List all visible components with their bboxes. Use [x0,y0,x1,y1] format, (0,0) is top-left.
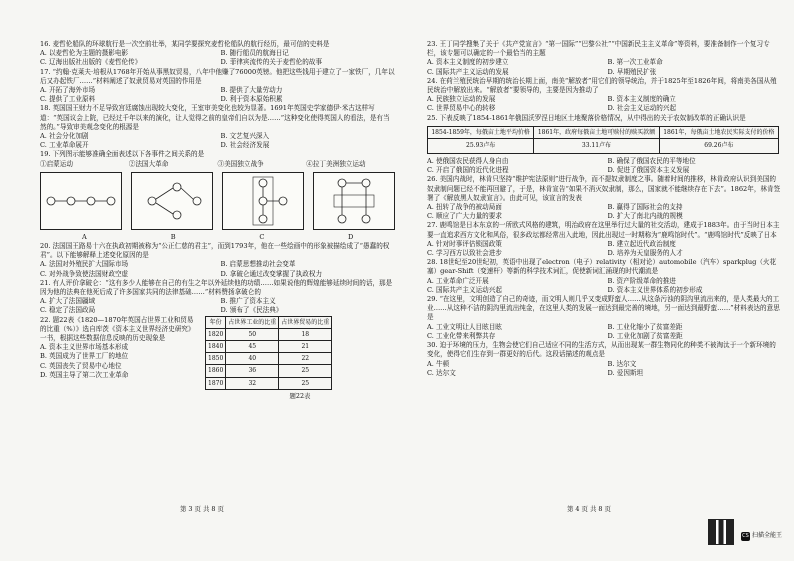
table-22-wrap [205,316,395,401]
option-c: C. 工业革命展开 [40,141,89,150]
option-c: C. 对外战争致使法国财政空虚 [40,269,129,278]
table-header: 1861年，政府每俄亩土地可赎付的赎买款额 [534,126,659,138]
option-c: C. 辽海出版社出版的《麦哲伦传》 [40,58,142,67]
diagram-label: C [259,232,265,241]
option-b: B. 文艺复兴深入 [220,132,270,141]
table-cell: 25 [279,365,332,377]
right-column [427,40,782,378]
question-16 [40,40,395,68]
table-25 [427,126,779,154]
option-d: D. 拿破仑通过改变掌握了执政权力 [220,269,323,278]
option-b: B. 推广了资本主义 [220,297,276,306]
scanner-label: 扫描全能王 [751,532,782,539]
table-cell: 1850 [206,353,226,365]
option-d: D. 利于资本原始积累 [220,95,283,104]
question-stem: 16. 麦哲伦船队的环球航行是一次空前壮举，某同学要探究麦哲伦船队的航行经历，最可信的史料是 [40,40,330,48]
question-18 [40,104,395,150]
option-c: C. 学习西方以致社会进步 [427,249,502,258]
option-d: D. 资本主义世界体系的初步形成 [607,285,703,294]
question-stem: 19. 下列图示能够准确全面表述以下各事件之间关系的是 [40,150,205,159]
question-17 [40,68,395,105]
option-c: C. 国际共产主义运动兴起 [427,285,502,294]
diagram-c [222,172,304,230]
right-page [397,0,794,561]
page-footer: 第 3 页 共 8 页 [180,505,224,513]
question-30 [427,341,782,378]
table-cell: 22 [279,353,332,365]
page-footer: 第 4 页 共 8 页 [567,505,611,513]
question-28 [427,258,782,295]
table-cell: 50 [226,328,279,340]
option-d: D. 工业化加剧了贫富差距 [607,331,683,340]
diagram-b [131,172,213,230]
question-22 [40,315,395,400]
left-column [40,40,395,403]
table-cell: 45 [226,341,279,353]
table-cell: 1870 [206,377,226,389]
question-stem: 29. “在这里，文明创造了自己的奇迹，而文明人则几乎又变成野蛮人……从这条污浊的阴沟里流出来的，是人类最大的工业……从这种不洁的阴沟里流出纯金，在这里人类的发展一面达到最完善的境地，另一面达到最野蛮……”材料表达的意思是 [427,295,780,322]
option-a: A. 针对时事评估锁国政策 [427,239,502,248]
option-b: B. 第一次工业革命 [607,58,663,67]
option-b: B. 启蒙思想推动社会变革 [220,260,296,269]
diagram-a [40,172,122,230]
question-stem: 21. 有人评价拿破仑：“这有多少人能够在自己的有生之年以外延续他的功绩……如果说他的辉煌能够延续时间的话，那是因为他的法典在他死后成了许多国家共同的法律基础……”材料赞扬拿破仑的 [40,278,393,297]
option-c: C. 稳定了法国政局 [40,306,96,315]
table-cell: 25.93卢布 [428,139,534,154]
table-cell: 69.26卢布 [659,139,778,154]
table-cell: 1840 [206,341,226,353]
question-stem: 22. 题22表《1820—1870年英国占世界工业和贸易的比重（%）》选自库茨《资本主义世界经济史研究》一书，根据这些数据信息反映的历史现象是 [40,315,195,343]
table-row [428,139,779,154]
option-d: D. 颁布了《民法典》 [220,306,283,315]
table-cell: 33.11卢布 [534,139,659,154]
table-row [206,328,332,340]
option-b: B. 英国成为了世界工厂的地位 [40,352,129,361]
table-22 [205,316,332,390]
table-cell: 1860 [206,365,226,377]
option-b: B. 资本主义制度的确立 [607,95,676,104]
table-cell: 25 [279,377,332,389]
question-19 [40,150,395,242]
event-item: ①启蒙运动 [40,159,73,168]
option-a: A. 工业革命广泛开展 [427,276,489,285]
diagram-label: A [81,232,87,241]
question-24 [427,77,782,114]
option-c: C. 提供了工业原料 [40,95,96,104]
table-header: 占世界贸易的比重 [279,316,332,328]
option-a: A. 使俄国农民获得人身自由 [427,157,509,166]
question-21 [40,279,395,316]
table-cell: 18 [279,328,332,340]
diagram-d [313,172,395,230]
scanner-watermark [741,530,782,541]
diagram-label: D [347,232,354,241]
option-b: B. 提供了大量劳动力 [220,86,283,95]
option-d: D. 扩大了南北内战的规模 [607,212,683,221]
table-header: 占世界工业的比重 [226,316,279,328]
option-a: A. 法国对外殖民扩大国际市场 [40,260,129,269]
event-item: ②法国大革命 [128,159,169,168]
table-cell: 40 [226,353,279,365]
option-d: D. 早期殖民扩张 [607,67,657,76]
relation-diagrams [40,172,395,230]
option-d: D. 爱因斯坦 [607,368,644,377]
option-d: D. 促进了俄国资本主义发展 [607,166,690,175]
question-stem: 23. 王丁同学搜集了关于《共产党宣言》“第一国际”“巴黎公社”“中国新民主主义革命”等资料，要准备制作一个复习专栏，该专题可以确定的一个最恰当的主题 [427,40,770,58]
option-a: A. 以麦哲伦为主题的摄影电影 [40,49,129,58]
event-item: ③美国独立战争 [217,159,264,168]
table-header: 年份 [206,316,226,328]
option-a: A. 民族独立运动的发展 [427,95,496,104]
option-c: C. 工业化带来利弊共存 [427,331,496,340]
option-c: C. 顺应了广大力量的要求 [427,212,502,221]
option-c: C. 达尔文 [427,368,456,377]
table-row [206,365,332,377]
question-stem: 18. 英国国王财力不足导致宫廷腐蚀出现较大变化，王室审美变化也较为显著。1691年英国史学家德伊·米古这样写道：“英国议会上院，已经过千年以来的演化，让人觉得之前的皇帝们自以为是……”这种变化使得英国人的看法，是有当然的。”导致审美观念变化的根源是 [40,104,390,131]
option-b: B. 赢得了国际社会的支持 [607,203,683,212]
table-row [206,353,332,365]
option-b: B. 达尔文 [607,359,637,368]
camscanner-logo-icon: CS [742,533,749,539]
option-a: A. 社会分化加剧 [40,132,89,141]
option-a: A. 工业文明让人目眩目眩 [427,322,502,331]
table-header: 1861年，每俄亩土地农民实际支付的价格 [659,126,778,138]
option-b: B. 资产阶级革命的推进 [607,276,676,285]
question-stem: 24. 在荷兰殖民统治早期的统治长期上面，南美“解放者”用它们的领导统治，并于1825年至1826年间，将南美各国从殖民统治中解放出来。“解放者”要领导的，主要是因为推动了 [427,76,777,95]
option-a: A. 扭转了战争的被动局面 [427,203,502,212]
table-header: 1854-1859年，每俄亩土地平均价格 [428,126,534,138]
option-a: A. 扩大了法国疆域 [40,297,96,306]
table-cell: 32 [226,377,279,389]
question-29 [427,295,782,341]
question-stem: 26. 美国内战时，林肯只坚持“维护宪法原则”进行战争，而不提奴隶制度之事。随着时间的推移，林肯政府认识到美国的奴隶制问题已经不能再回避了，于是，林肯宣告“如果不消灭奴隶制，那么，国家就不能继续存在下去”。1862年，林肯签署了《解放黑人奴隶宣言》。由此可见，该宣言的发表 [427,175,781,202]
question-20 [40,242,395,279]
question-stem: 28. 18世纪至20世纪初，英语中出现了electron（电子）relativity（相对论）automobile（汽车）sparkplug（火花塞）gear-Shift（变速杆）等新的科学技术词汇，促使新词汇涌现的时代潮流是 [427,258,777,276]
question-stem: 17. “约翰·克莱夫·培根从1768年开始从事黑奴贸易，八年中他赚了76000英镑。他把这些钱用于建立了一家铁厂，几年以后又办起铁厂……”材料阐述了奴隶贸易对英国的作用是 [40,67,395,85]
question-26 [427,175,782,221]
option-a: A. 牛顿 [427,359,450,368]
table-row [206,377,332,389]
table-cell: 36 [226,365,279,377]
option-b: B. 确保了俄国农民的平等地位 [607,157,696,166]
option-a: A. 资本主义世界市场基本形成 [40,343,129,352]
table-caption: 题22表 [289,391,311,400]
option-d: D. 社会经济发展 [220,141,270,150]
table-cell: 21 [279,341,332,353]
event-item: ④拉丁美洲独立运动 [306,159,366,168]
question-stem: 20. 法国国王路易十六在执政初期被称为“公正仁慈的君主”，而到1793年，他在一些绘画中的形象被描绘成了“愚蠢的权君”。以下能够解释上述变化原因的是 [40,242,390,260]
table-row [206,341,332,353]
question-23 [427,40,782,77]
question-stem: 30. 迫于环境的压力，生物会使它们自己适应不同的生活方式，从而出现某一群生物同化的种类不被淘汰于一个新环境的变化，使得它们生存到一群更好的后代。这段话描述的观点是 [427,341,776,359]
qr-code-icon [708,519,734,545]
option-d: D. 英国主导了第二次工业革命 [40,370,129,379]
option-b: B. 建立起近代政治制度 [607,239,676,248]
question-stem: 25. 下表反映了1854-1861年俄国沃罗涅日地区土地聚落价格情况，从中得出的关于农奴制改革的正确认识是 [427,113,746,122]
option-b: B. 工业化缩小了贫富差距 [607,322,683,331]
option-b: B. 随行船员的航海日记 [220,49,289,58]
option-c: C. 英国丧失了贸易中心地位 [40,361,122,370]
option-d: D. 菲律宾流传的关于麦哲伦的故事 [220,58,323,67]
option-c: C. 开启了俄国的近代化进程 [427,166,509,175]
option-c: C. 国际共产主义运动的发展 [427,67,509,76]
question-27 [427,221,782,258]
option-d: D. 社会主义运动的兴起 [607,104,677,113]
question-25 [427,114,782,176]
diagram-label: B [170,232,176,241]
option-a: A. 开拓了海外市场 [40,86,96,95]
option-d: D. 培养为天皇服务的人才 [607,249,683,258]
table-cell: 1820 [206,328,226,340]
option-a: A. 资本主义制度的初步建立 [427,58,509,67]
question-stem: 27. 鹿鸣馆是日本东京的一所欧式风格的建筑，明治政府在这里举行过大量的社交活动，建成于1883年。由于当时日本主要一直追求西方文化和风俗，很多政坛都经常出入此地，因此出现过一时期称为“鹿鸣馆时代”。“鹿鸣馆时代”反映了日本 [427,221,780,239]
option-c: C. 世界贸易中心的转移 [427,104,496,113]
